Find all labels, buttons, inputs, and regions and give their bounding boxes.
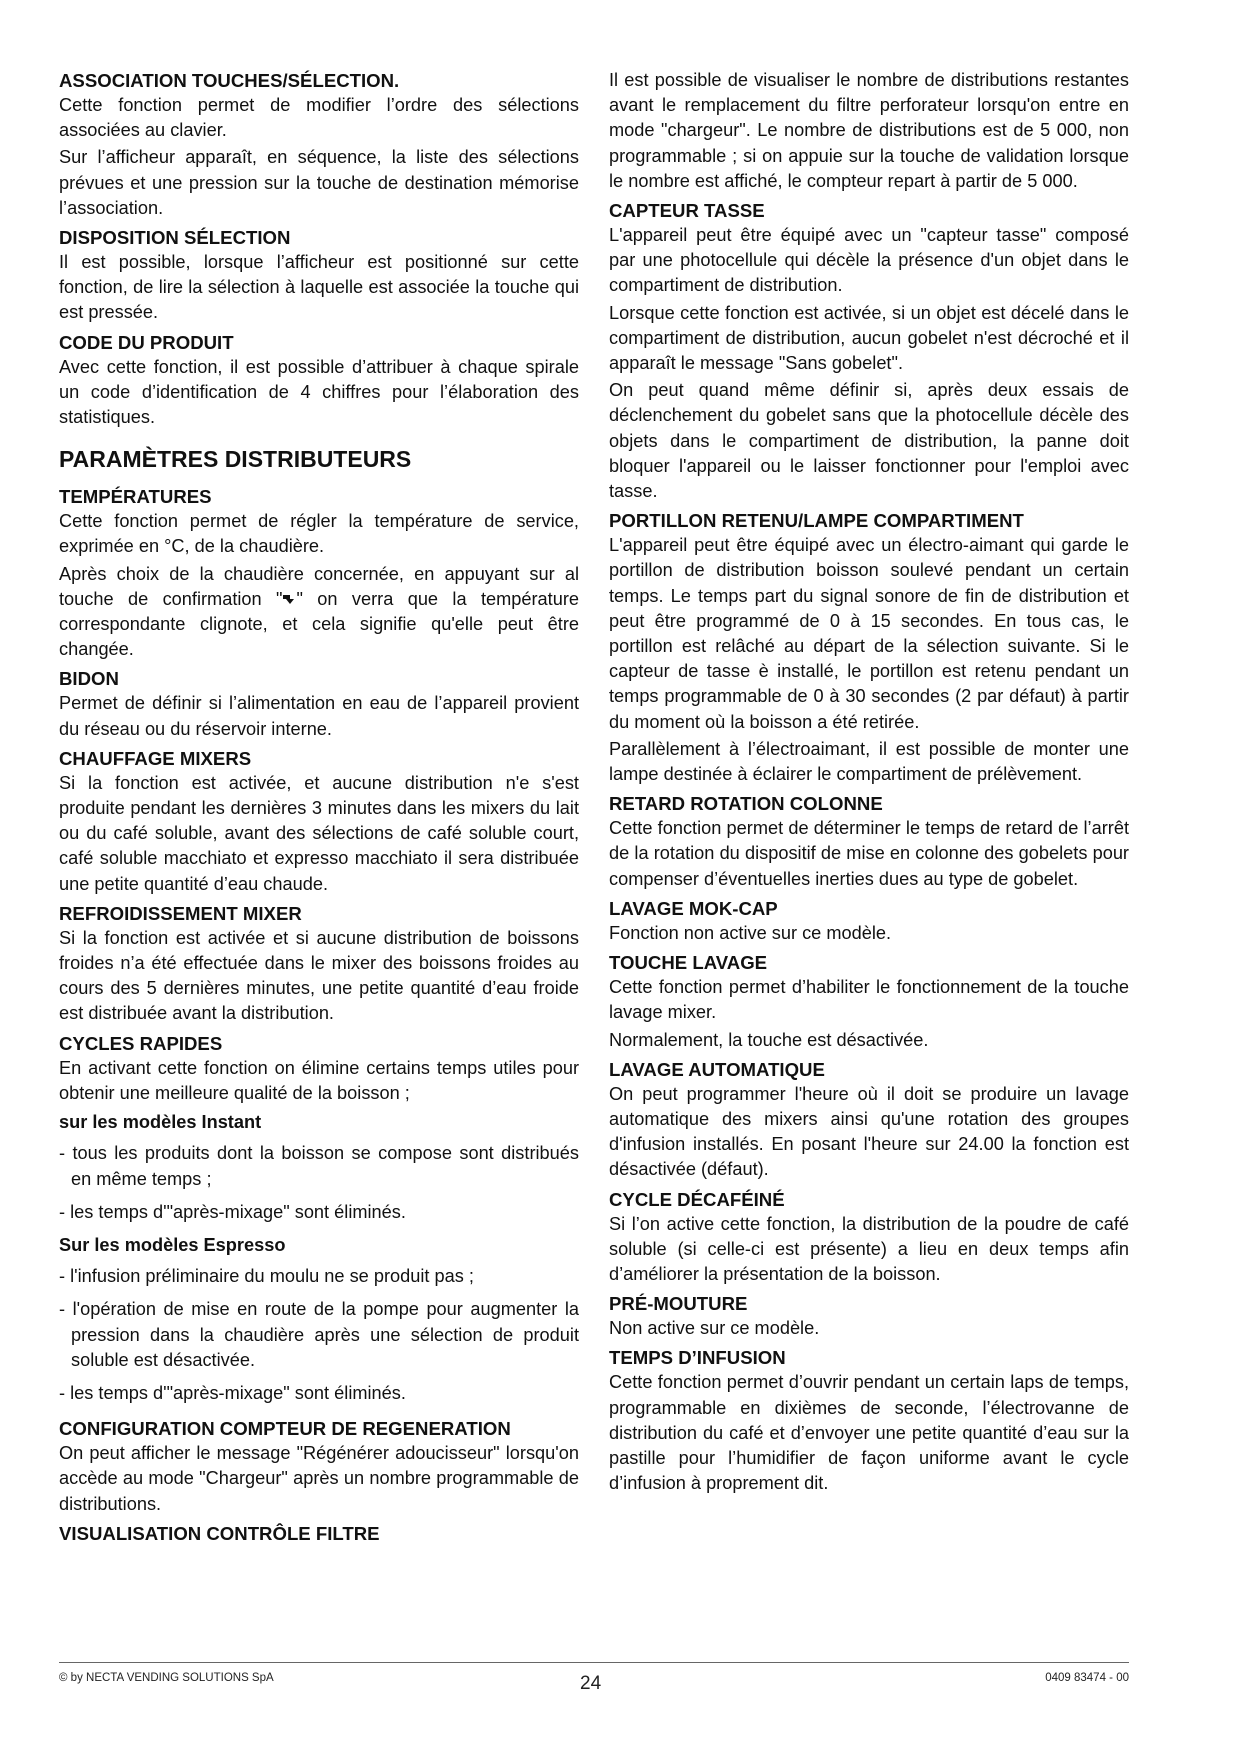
paragraph-disposition: Il est possible, lorsque l’afficheur est positionné sur cette fonction, de lire la sélection à laquelle est associée la touche qui est pressée. [59, 252, 579, 323]
subheading-espresso: Sur les modèles Espresso [59, 1234, 286, 1255]
paragraph-infusion: Cette fonction permet d’ouvrir pendant un certain laps de temps, programmable en dixièmes de seconde, l’électrovanne de distribution du café et d’envoyer une petite quantité d’eau sur la pastille pour l’humidifier de façon uniforme avant le cycle d’infusion à proprement dit. [609, 1372, 1129, 1494]
paragraph-temperatures-2 [59, 562, 579, 663]
paragraph-config: On peut afficher le message "Régénérer adoucisseur" lorsqu'on accède au mode "Chargeur" après un nombre programmable de distributions. [59, 1443, 579, 1514]
heading-premouture: PRÉ-MOUTURE [609, 1293, 748, 1315]
heading-cycles: CYCLES RAPIDES [59, 1032, 223, 1054]
page-number: 24 [580, 1673, 602, 1694]
paragraph-capteur-1: L'appareil peut être équipé avec un "capteur tasse" composé par une photocellule qui décèle la présence d'un objet dans le compartiment de distribution. [609, 225, 1129, 296]
section-title: PARAMÈTRES DISTRIBUTEURS [59, 446, 412, 473]
paragraph-temperatures-2a: Après choix de la chaudière concernée, en appuyant sur al touche de confirmation " [59, 563, 579, 609]
list-item: - les temps d'"après-mixage" sont éliminés. [59, 1201, 406, 1222]
heading-visualisation: VISUALISATION CONTRÔLE FILTRE [59, 1522, 380, 1544]
list-item: - tous les produits dont la boisson se compose sont distribués en même temps ; [59, 1143, 579, 1189]
heading-association: ASSOCIATION TOUCHES/SÉLECTION. [59, 70, 400, 91]
list-item: - les temps d'"après-mixage" sont éliminés. [59, 1382, 406, 1403]
left-column [59, 68, 579, 1546]
heading-retard: RETARD ROTATION COLONNE [609, 793, 883, 815]
heading-lavage-auto: LAVAGE AUTOMATIQUE [609, 1058, 825, 1080]
paragraph-temperatures-2b: " on verra que la température correspondante clignote, et cela signifie qu'elle peut être changée. [59, 588, 579, 660]
right-column [609, 68, 1129, 1498]
heading-infusion: TEMPS D’INFUSION [609, 1347, 786, 1369]
heading-bidon: BIDON [59, 668, 119, 690]
paragraph-portillon-1: L'appareil peut être équipé avec un électro-aimant qui garde le portillon de distribution boisson soulevé pendant un certain temps. Le temps part du signal sonore de fin de distribution et peut être programmé de 0 à 15 secondes. En tous cas, le portillon est relâché au départ de la sélection suivante. Si le capteur de tasse è installé, le portillon est retenu pendant un temps programmable de 0 à 30 secondes (2 par défaut) à partir du moment où la boisson a été retirée. [609, 535, 1129, 732]
footer-divider [59, 1662, 1129, 1663]
heading-lavage-mok: LAVAGE MOK-CAP [609, 897, 778, 919]
heading-cycle-decaf: CYCLE DÉCAFÉINÉ [609, 1188, 785, 1210]
paragraph-lavage-mok: Fonction non active sur ce modèle. [609, 922, 892, 943]
heading-disposition: DISPOSITION SÉLECTION [59, 227, 291, 249]
paragraph-chauffage: Si la fonction est activée, et aucune distribution n'e s'est produite pendant les dernières 3 minutes dans les mixers du lait ou du café soluble, avant des sélections de café soluble court, café soluble macchiato et expresso macchiato il sera distribuée une petite quantité d’eau chaude. [59, 772, 579, 894]
heading-config: CONFIGURATION COMPTEUR DE REGENERATION [59, 1418, 511, 1440]
paragraph-association-1: Cette fonction permet de modifier l’ordre des sélections associées au clavier. [59, 95, 579, 141]
heading-temperatures: TEMPÉRATURES [59, 486, 212, 508]
heading-code: CODE DU PRODUIT [59, 331, 234, 353]
paragraph-refroidissement: Si la fonction est activée et si aucune distribution de boissons froides n’a été effectuée dans le mixer des boissons froides au cours des 5 dernières minutes, une petite quantité d’eau froide est distribuée avant la distribution. [59, 927, 579, 1024]
confirm-key-icon [282, 588, 296, 600]
paragraph-visualisation: Il est possible de visualiser le nombre de distributions restantes avant le remplacement du filtre perforateur lorsqu'on entre en mode "chargeur". Le nombre de distributions est de 5 000, non programmable ; si on appuie sur la touche de validation lorsque le nombre est affiché, le compteur repart à partir de 5 000. [609, 70, 1129, 191]
heading-capteur: CAPTEUR TASSE [609, 200, 765, 222]
subheading-instant: sur les modèles Instant [59, 1112, 262, 1133]
paragraph-cycle-decaf: Si l’on active cette fonction, la distribution de la poudre de café soluble (si celle-ci est présente) a lieu en deux temps afin d’améliorer la présentation de la boisson. [609, 1213, 1129, 1284]
paragraph-touche-2: Normalement, la touche est désactivée. [609, 1029, 929, 1050]
paragraph-capteur-3: On peut quand même définir si, après deux essais de déclenchement du gobelet sans que la photocellule décèle des objets dans le compartiment de distribution, la panne doit bloquer l'appareil ou le laisser fonctionner pour l'emploi avec tasse. [609, 380, 1129, 502]
paragraph-cycles: En activant cette fonction on élimine certains temps utiles pour obtenir une meilleure qualité de la boisson ; [59, 1057, 579, 1103]
paragraph-portillon-2: Parallèlement à l’électroaimant, il est possible de monter une lampe destinée à éclairer le compartiment de prélèvement. [609, 738, 1129, 785]
list-item: - l'opération de mise en route de la pompe pour augmenter la pression dans la chaudière après une sélection de produit soluble est désactivée. [59, 1299, 579, 1370]
paragraph-retard: Cette fonction permet de déterminer le temps de retard de l’arrêt de la rotation du dispositif de mise en colonne des gobelets pour compenser d’éventuelles inerties dues au type de gobelet. [609, 818, 1129, 889]
paragraph-lavage-auto: On peut programmer l'heure où il doit se produire un lavage automatique des mixers ainsi qu'une rotation des groupes d'infusion installés. En posant l'heure sur 24.00 la fonction est désactivée (défaut). [609, 1083, 1129, 1180]
footer-copyright: © by NECTA VENDING SOLUTIONS SpA [59, 1672, 274, 1684]
heading-portillon: PORTILLON RETENU/LAMPE COMPARTIMENT [609, 510, 1024, 532]
heading-refroidissement: REFROIDISSEMENT MIXER [59, 902, 302, 924]
paragraph-temperatures-1: Cette fonction permet de régler la température de service, exprimée en °C, de la chaudière. [59, 511, 579, 557]
document-reference: 0409 83474 - 00 [1045, 1672, 1129, 1684]
paragraph-capteur-2: Lorsque cette fonction est activée, si un objet est décelé dans le compartiment de distribution, aucun gobelet n'est décroché et il apparaît le message "Sans gobelet". [609, 302, 1129, 374]
heading-chauffage: CHAUFFAGE MIXERS [59, 747, 252, 769]
paragraph-code: Avec cette fonction, il est possible d’attribuer à chaque spirale un code d’identification de 4 chiffres pour l’élaboration des statistiques. [59, 356, 579, 428]
paragraph-touche-1: Cette fonction permet d’habiliter le fonctionnement de la touche lavage mixer. [609, 977, 1129, 1023]
heading-touche: TOUCHE LAVAGE [609, 952, 768, 974]
paragraph-premouture: Non active sur ce modèle. [609, 1318, 820, 1339]
paragraph-bidon: Permet de définir si l’alimentation en eau de l’appareil provient du réseau ou du réservoir interne. [59, 693, 579, 739]
paragraph-association-2: Sur l’afficheur apparaît, en séquence, la liste des sélections prévues et une pression sur la touche de destination mémorise l’association. [59, 147, 579, 218]
list-item: - l'infusion préliminaire du moulu ne se produit pas ; [59, 1266, 474, 1287]
